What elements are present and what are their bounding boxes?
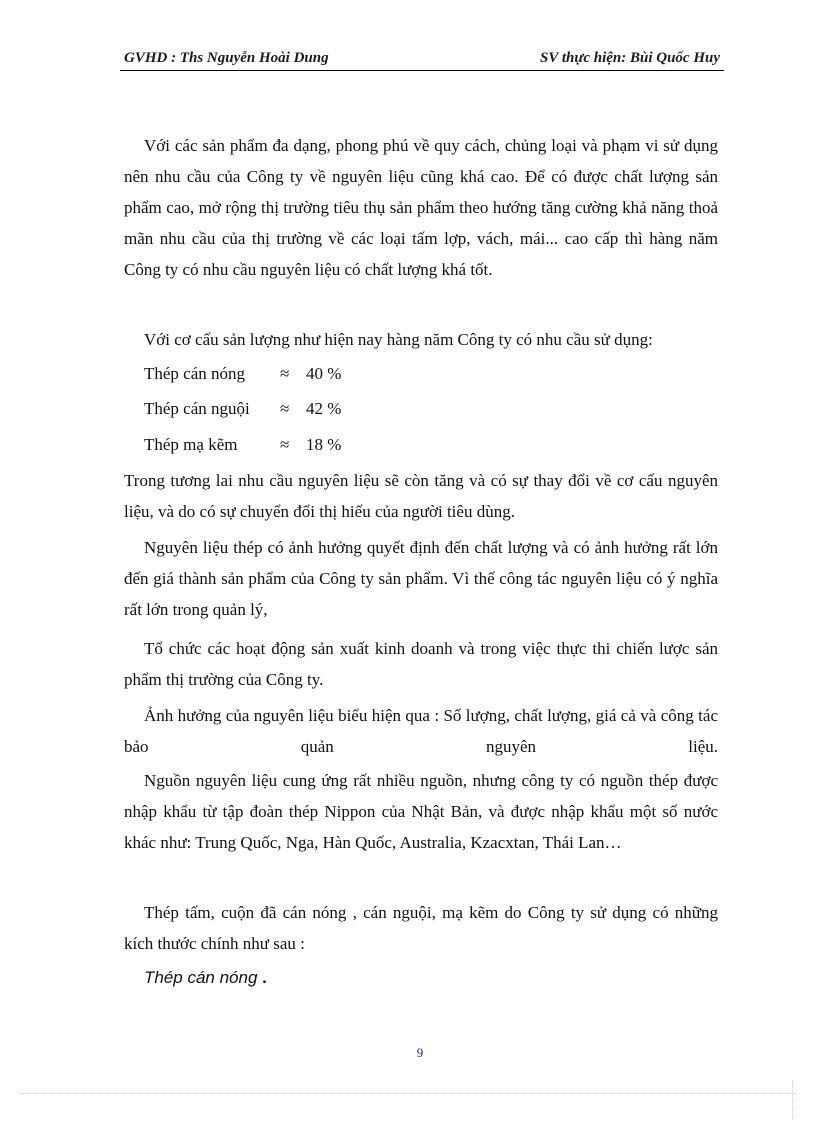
material-name: Thép mạ kẽm (144, 435, 238, 454)
approx-symbol: ≈ (280, 399, 290, 418)
paragraph-3-text: Trong tương lai nhu cầu nguyên liệu sẽ còn tăng và có sự thay đổi về cơ cấu nguyên liệu, và do có sự chuyển đổi thị hiếu của người tiêu dùng. (124, 471, 718, 521)
paragraph-3 (124, 465, 718, 527)
paragraph-2 (124, 324, 718, 355)
paragraph-5-text: Tổ chức các hoạt động sản xuất kinh doanh và trong việc thực thi chiến lược sản phẩm thị trường của Công ty. (124, 639, 718, 689)
approx-symbol: ≈ (280, 364, 290, 383)
header-supervisor: GVHD : Ths Nguyễn Hoài Dung (124, 50, 329, 66)
page-header (120, 48, 724, 71)
material-percent: 18 % (306, 435, 342, 454)
paragraph-1 (124, 130, 718, 285)
material-name: Thép cán nóng (144, 364, 246, 383)
approx-symbol: ≈ (280, 435, 290, 454)
subheading-dot: . (262, 968, 267, 987)
paragraph-4-text: Nguyên liệu thép có ảnh hưởng quyết định đến chất lượng và có ảnh hưởng rất lớn đến giá thành sản phẩm của Công ty sản phẩm. Vì thế công tác nguyên liệu có ý nghĩa rất lớn trong quản lý, (124, 538, 718, 619)
paragraph-8-text: Thép tấm, cuộn đã cán nóng , cán nguội, mạ kẽm do Công ty sử dụng có những kích thước chính như sau : (124, 903, 718, 953)
subheading-text: Thép cán nóng (144, 968, 258, 987)
paragraph-7 (124, 765, 718, 858)
paragraph-8 (124, 897, 718, 959)
page-number: 9 (416, 1045, 424, 1060)
paragraph-7-text: Nguồn nguyên liệu cung ứng rất nhiều nguồn, nhưng công ty có nguồn thép được nhập khẩu từ tập đoàn thép Nippon của Nhật Bản, và được nhập khẩu một số nước khác như: Trung Quốc, Nga, Hàn Quốc, Australia, Kzacxtan, Thái Lan… (124, 771, 718, 852)
paragraph-6 (124, 700, 718, 762)
paragraph-6-text: Ảnh hưởng của nguyên liệu biểu hiện qua : Số lượng, chất lượng, giá cả và công tác bảo quản nguyên liệu. (124, 706, 718, 756)
paragraph-2-text: Với cơ cấu sản lượng như hiện nay hàng năm Công ty có nhu cầu sử dụng: (144, 330, 653, 349)
material-name: Thép cán nguội (144, 399, 250, 418)
paragraph-5 (124, 633, 718, 695)
page-bottom-divider (20, 1093, 796, 1094)
page-corner-divider (792, 1080, 793, 1120)
header-student: SV thực hiện: Bùi Quốc Huy (540, 50, 720, 66)
subheading-hot-rolled (144, 968, 267, 988)
material-percent: 40 % (306, 364, 342, 383)
paragraph-4 (124, 532, 718, 625)
material-percent: 42 % (306, 399, 342, 418)
paragraph-1-text: Với các sản phẩm đa dạng, phong phú về quy cách, chủng loại và phạm vi sử dụng nên nhu cầu của Công ty về nguyên liệu cũng khá cao. Để có được chất lượng sản phẩm cao, mở rộng thị trường tiêu thụ sản phẩm theo hướng tăng cường khả năng thoả mãn nhu cầu của thị trường về các loại tấm lợp, vách, mái... cao cấp thì hàng năm Công ty có nhu cầu nguyên liệu có chất lượng khá tốt. (124, 136, 718, 279)
